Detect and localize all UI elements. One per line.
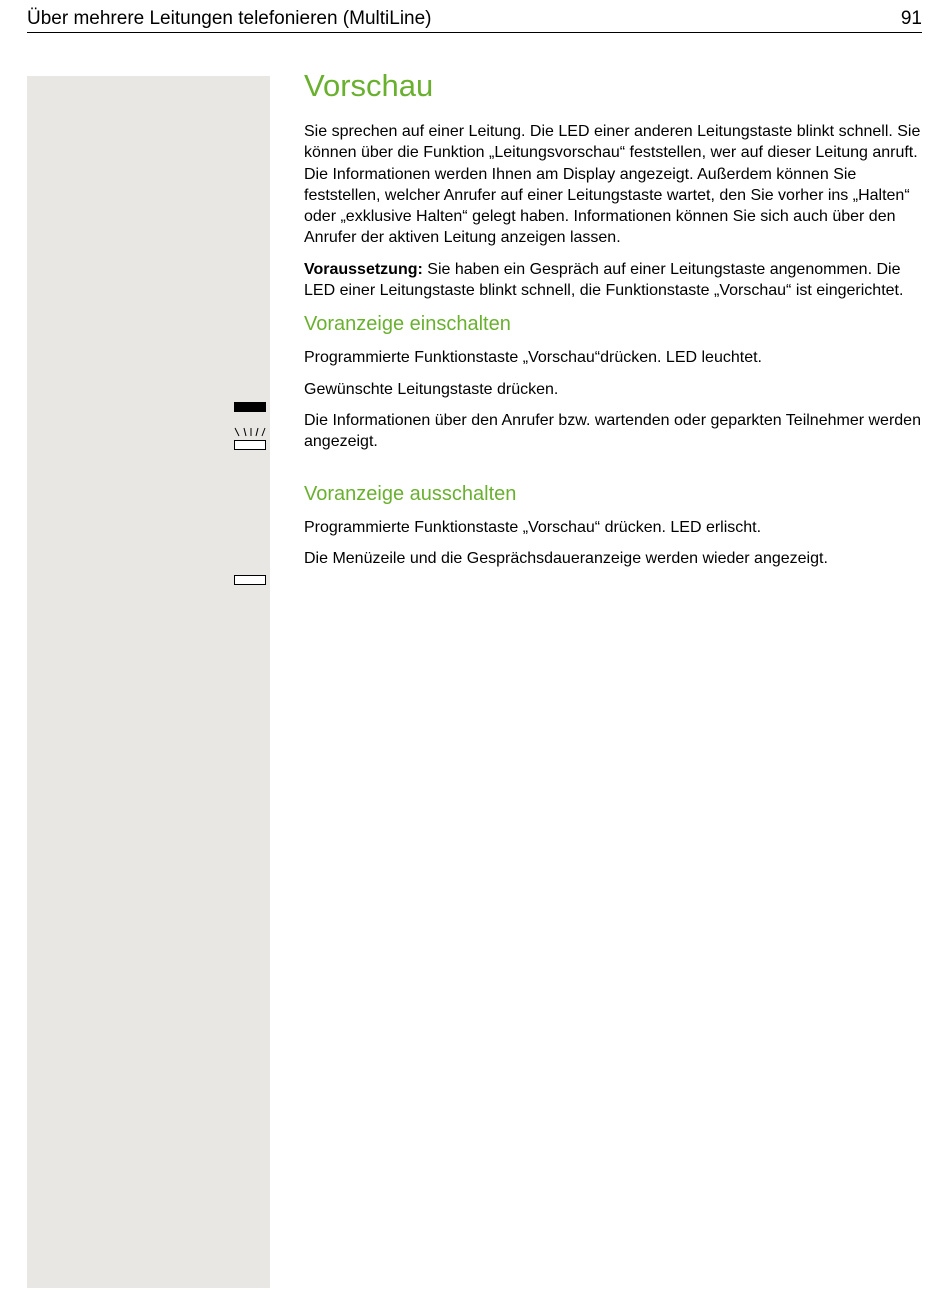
enable-step-1: Programmierte Funktionstaste „Vorschau“drücken. LED leuchtet.: [304, 349, 762, 367]
main-content: [304, 66, 922, 579]
disable-step-1: Programmierte Funktionstaste „Vorschau“ drücken. LED erlischt.: [304, 518, 762, 536]
prerequisite-paragraph: [304, 259, 922, 302]
key-led-on-icon: [234, 402, 266, 412]
page-header: [27, 6, 922, 33]
enable-step-2: Gewünschte Leitungstaste drücken.: [304, 380, 559, 398]
icon-sidebar: [27, 76, 270, 1288]
section-title: Vorschau: [304, 68, 434, 103]
key-led-off-icon: [234, 575, 266, 585]
key-led-blinking-icon: [232, 426, 268, 452]
enable-note: Die Informationen über den Anrufer bzw. wartenden oder geparkten Teilnehmer werden angezeigt.: [304, 411, 921, 451]
disable-preview-heading: Voranzeige ausschalten: [304, 482, 517, 505]
prerequisite-label: Voraussetzung:: [304, 260, 423, 278]
disable-note: Die Menüzeile und die Gesprächsdaueranzeige werden wieder angezeigt.: [304, 549, 828, 567]
enable-preview-heading: Voranzeige einschalten: [304, 313, 511, 336]
intro-paragraph: Sie sprechen auf einer Leitung. Die LED einer anderen Leitungstaste blinkt schnell. Sie können über die Funktion „Leitungsvorschau“ feststellen, wer auf dieser Leitung anruft. Die Informationen werden Ihnen am Display angezeigt. Außerdem können Sie feststellen, welcher Anrufer auf einer Leitungstaste wartet, den Sie vorher ins „Halten“ oder „exklusive Halten“ gelegt haben. Informationen können Sie sich auch über den Anrufer der aktiven Leitung anzeigen lassen.: [304, 123, 921, 247]
page-number: 91: [900, 8, 922, 29]
prerequisite-text: Sie haben ein Gespräch auf einer Leitungstaste angenommen. Die LED einer Leitungstaste blinkt schnell, die Funktionstaste „Vorschau“ ist eingerichtet.: [304, 260, 904, 300]
chapter-title: Über mehrere Leitungen telefonieren (MultiLine): [27, 8, 432, 29]
